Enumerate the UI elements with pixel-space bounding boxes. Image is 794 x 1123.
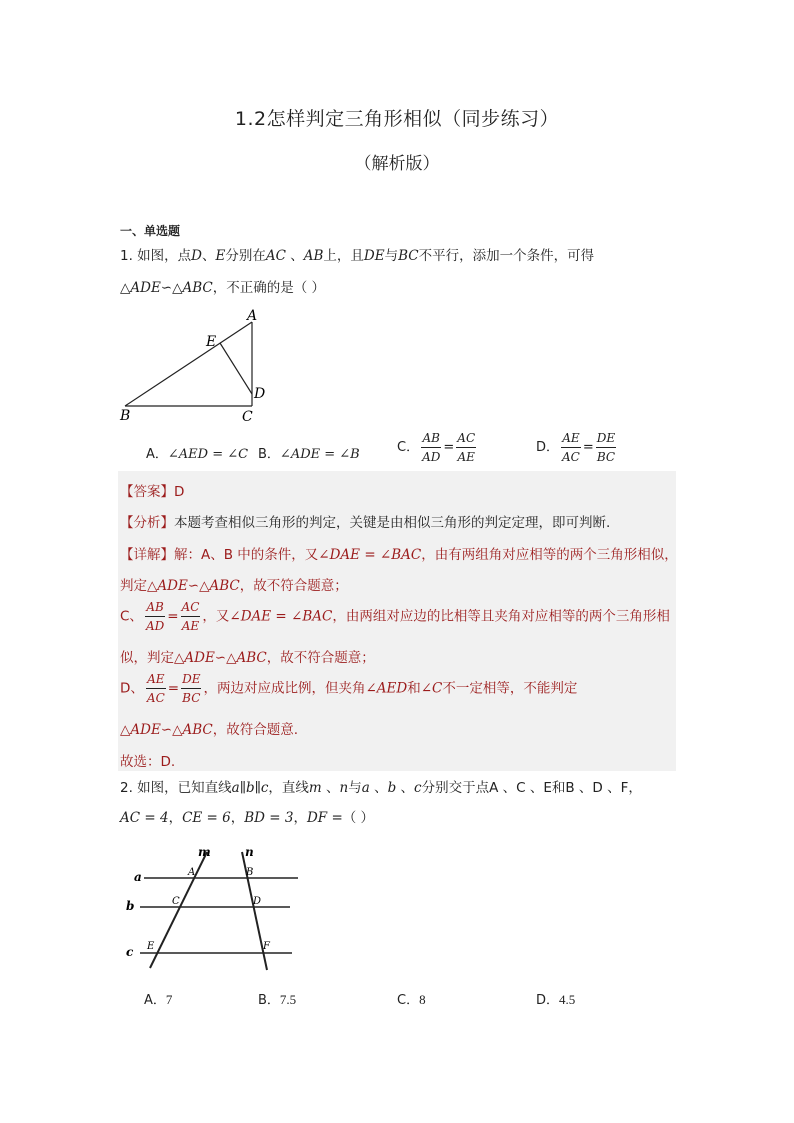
fraction: $\frac{AC}{AE}$	[181, 600, 200, 633]
q2-parallel-lines-figure	[120, 840, 310, 972]
fraction: $\frac{DE}{BC}$	[182, 672, 201, 705]
label-line-c: c	[126, 945, 134, 959]
label-c: C	[242, 409, 253, 424]
q2-stem-line2: AC = 4，CE = 6，BD = 3，DF =（ ）	[120, 810, 375, 826]
page-subtitle: （解析版）	[354, 154, 440, 174]
label-b: B	[120, 408, 131, 424]
q2-option-c[interactable]: C．8	[397, 992, 426, 1008]
label-point-d: D	[253, 896, 262, 907]
fraction: $\frac{DE}{BC}$	[596, 431, 616, 464]
q1-option-b[interactable]: B．∠ADE = ∠B	[258, 447, 360, 462]
line-m	[150, 852, 207, 968]
conclusion-line: 故选：D.	[120, 754, 176, 770]
q1-stem-line1: 1. 如图，点D、E分别在AC 、AB上，且DE与BC不平行，添加一个条件，可得	[120, 248, 595, 264]
label-a: A	[247, 308, 258, 324]
section-heading: 一、单选题	[120, 224, 181, 238]
segment-ed	[220, 343, 252, 394]
answer-line: 【答案】D	[120, 484, 185, 500]
q1-option-d[interactable]: D． $\frac{AE}{AC}$ = $\frac{DE}{BC}$	[536, 431, 616, 464]
q1-option-c[interactable]: C． $\frac{AB}{AD}$ = $\frac{AC}{AE}$	[397, 431, 476, 464]
page-title: 1.2怎样判定三角形相似（同步练习）	[234, 108, 560, 130]
q1-option-a[interactable]: A．∠AED = ∠C	[146, 447, 249, 462]
label-point-e: E	[147, 941, 155, 952]
q2-stem-line1: 2. 如图，已知直线a∥b∥c，直线m 、n与a 、b 、c分别交于点A 、C 、E和B 、D 、F，	[120, 780, 642, 796]
detail-line2: 判定△ADE∽△ABC，故不符合题意；	[120, 578, 348, 594]
label-point-c: C	[172, 896, 180, 907]
fraction: $\frac{AE}{AC}$	[562, 431, 580, 464]
q2-option-a[interactable]: A．7	[144, 992, 173, 1008]
detail-line4: 似，判定△ADE∽△ABC，故不符合题意；	[120, 650, 375, 666]
label-point-a: A	[188, 867, 196, 878]
fraction: $\frac{AE}{AC}$	[146, 672, 165, 705]
label-line-b: b	[126, 899, 135, 913]
detail-line1: 【详解】解：A、B 中的条件，又∠DAE = ∠BAC，由有两组角对应相等的两个三角形相似，	[120, 547, 678, 563]
q1-stem-line2: △ADE∽△ABC，不正确的是（ ）	[120, 280, 326, 296]
fraction: $\frac{AB}{AD}$	[145, 600, 165, 633]
detail-line3: C、 $\frac{AB}{AD}$ = $\frac{AC}{AE}$ ，又∠DAE = ∠BAC，由两组对应边的比相等且夹角对应相等的两个三角形相	[120, 600, 670, 633]
analysis-line: 【分析】本题考查相似三角形的判定，关键是由相似三角形的判定定理，即可判断.	[120, 515, 611, 531]
detail-line6: △ADE∽△ABC，故符合题意.	[120, 722, 299, 738]
label-point-f: F	[263, 941, 270, 952]
label-e: E	[206, 334, 217, 350]
label-m: m	[198, 845, 211, 859]
q2-option-d[interactable]: D．4.5	[536, 992, 576, 1008]
detail-line5: D、 $\frac{AE}{AC}$ = $\frac{DE}{BC}$ ，两边对应成比例，但夹角∠AED和∠C不一定相等，不能判定	[120, 672, 578, 705]
fraction: $\frac{AB}{AD}$	[422, 431, 441, 464]
label-line-a: a	[134, 870, 142, 884]
q2-option-b[interactable]: B．7.5	[258, 992, 297, 1008]
label-n: n	[245, 845, 254, 859]
fraction: $\frac{AC}{AE}$	[457, 431, 476, 464]
label-d: D	[254, 386, 266, 402]
q1-triangle-figure	[116, 306, 276, 424]
label-point-b: B	[246, 867, 254, 878]
